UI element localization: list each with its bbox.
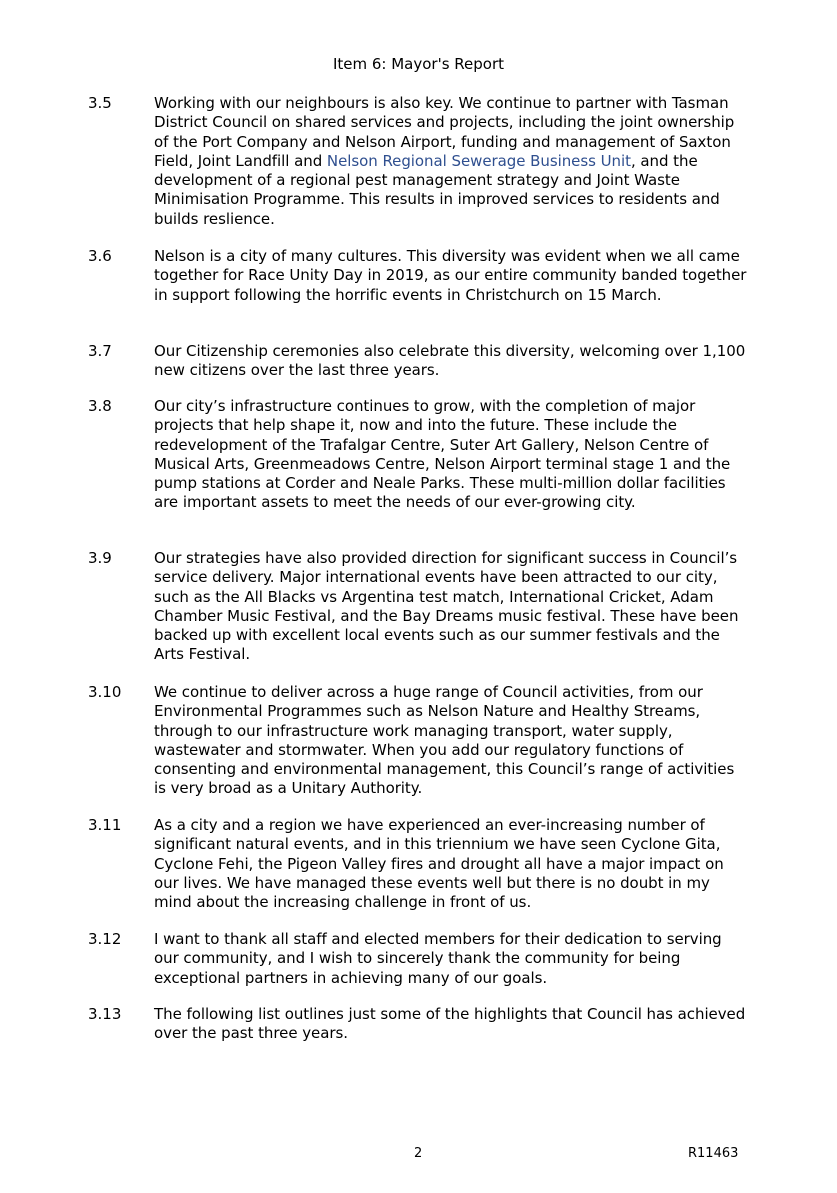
section-text xyxy=(154,94,750,229)
section-number: 3.13 xyxy=(88,1005,122,1023)
section-number: 3.6 xyxy=(88,247,112,265)
section-text: We continue to deliver across a huge range of Council activities, from our Environmental Programmes such as Nelson Nature and Healthy Streams, through to our infrastructure work managing transport, water supply, wastewater and stormwater. When you add our regulatory functions of consenting and environmental management, this Council’s range of activities is very broad as a Unitary Authority. xyxy=(154,683,735,798)
section-text: Our city’s infrastructure continues to grow, with the completion of major projects that help shape it, now and into the future. These include the redevelopment of the Trafalgar Centre, Suter Art Gallery, Nelson Centre of Musical Arts, Greenmeadows Centre, Nelson Airport terminal stage 1 and the pump stations at Corder and Neale Parks. These multi-million dollar facilities are important assets to meet the needs of our ever-growing city. xyxy=(154,397,731,512)
section-text: Our Citizenship ceremonies also celebrate this diversity, welcoming over 1,100 new citizens over the last three years. xyxy=(154,342,746,380)
nelson-regional-sewerage-link[interactable]: Nelson Regional Sewerage Business Unit xyxy=(326,151,631,170)
section-number: 3.7 xyxy=(88,342,112,360)
section-text-after: , and the development of a regional pest management strategy and Joint Waste Minimisation Programme. This results in improved services to residents and builds reslience. xyxy=(154,151,720,228)
page-header: Item 6: Mayor's Report xyxy=(332,55,505,73)
section-number: 3.11 xyxy=(88,816,122,834)
section-number: 3.9 xyxy=(88,549,112,567)
section-text: The following list outlines just some of the highlights that Council has achieved over the past three years. xyxy=(154,1005,746,1043)
section-text: I want to thank all staff and elected members for their dedication to serving our community, and I wish to sincerely thank the community for being exceptional partners in achieving many of our goals. xyxy=(154,930,722,987)
page-number: 2 xyxy=(414,1146,423,1161)
section-text: As a city and a region we have experienced an ever-increasing number of significant natural events, and in this triennium we have seen Cyclone Gita, Cyclone Fehi, the Pigeon Valley fires and drought all have a major impact on our lives. We have managed these events well but there is no doubt in my mind about the increasing challenge in front of us. xyxy=(154,816,724,912)
section-number: 3.12 xyxy=(88,930,122,948)
section-number: 3.10 xyxy=(88,683,122,701)
section-text: Nelson is a city of many cultures. This diversity was evident when we all came together for Race Unity Day in 2019, as our entire community banded together in support following the horrific events in Christchurch on 15 March. xyxy=(154,247,747,304)
report-reference: R11463 xyxy=(688,1146,739,1161)
section-text: Our strategies have also provided direction for significant success in Council’s service delivery. Major international events have been attracted to our city, such as the All Blacks vs Argentina test match, International Cricket, Adam Chamber Music Festival, and the Bay Dreams music festival. These have been backed up with excellent local events such as our summer festivals and the Arts Festival. xyxy=(154,549,739,664)
section-number: 3.8 xyxy=(88,397,112,415)
section-number: 3.5 xyxy=(88,94,112,112)
section-text-before: Working with our neighbours is also key. We continue to partner with Tasman District Council on shared services and projects, including the joint ownership of the Port Company and Nelson Airport, funding and management of Saxton Field, Joint Landfill and xyxy=(154,94,735,170)
